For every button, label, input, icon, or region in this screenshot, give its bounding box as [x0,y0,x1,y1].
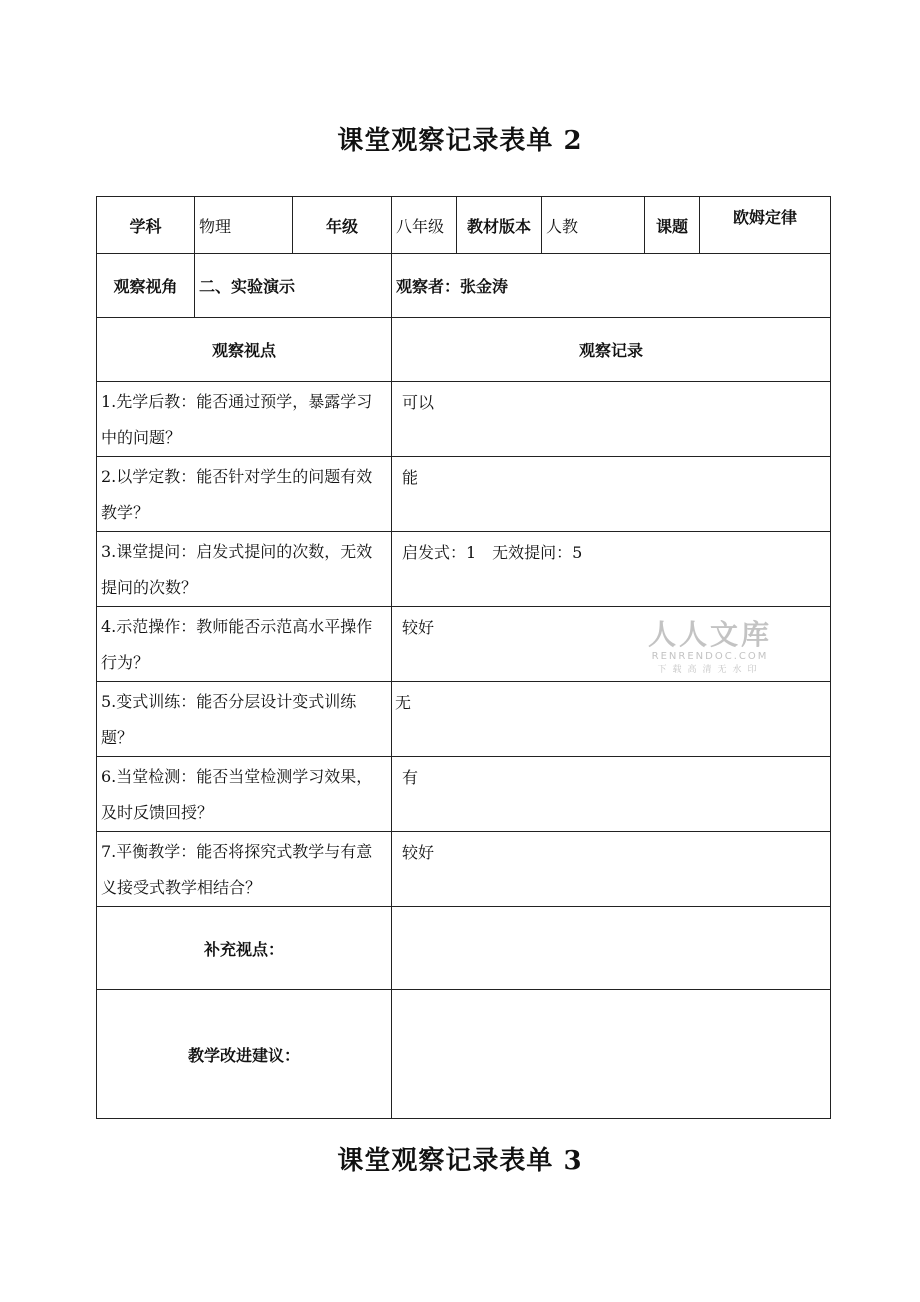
column-header-row [97,318,831,382]
viewpoint-cell: 1.先学后教：能否通过预学，暴露学习中的问题？ [97,382,392,457]
record-cell: 较好 [392,832,831,907]
perspective-value: 二、实验演示 [195,254,392,318]
grade-value: 八年级 [392,197,457,254]
record-cell: 较好 [392,607,831,682]
grade-label: 年级 [293,197,392,254]
table-row [97,457,831,532]
record-cell: 无 [392,682,831,757]
supplement-row [97,907,831,990]
record-column-header: 观察记录 [392,318,831,382]
form-title-3: 课堂观察记录表单 3 [337,1146,583,1176]
viewpoint-cell: 4.示范操作：教师能否示范高水平操作行为？ [97,607,392,682]
viewpoint-cell: 5.变式训练：能否分层设计变式训练题？ [97,682,392,757]
subject-label: 学科 [97,197,195,254]
watermark-domain: RENRENDOC.COM [651,651,769,662]
improvement-field[interactable] [392,990,831,1119]
record-cell: 启发式：1 无效提问：5 [392,532,831,607]
edition-label: 教材版本 [457,197,542,254]
viewpoint-cell: 2.以学定教：能否针对学生的问题有效教学？ [97,457,392,532]
viewpoint-column-header: 观察视点 [97,318,392,382]
observer-cell [392,254,831,318]
improvement-label: 教学改进建议： [97,990,392,1119]
supplement-field[interactable] [392,907,831,990]
topic-label: 课题 [645,197,700,254]
observation-table [96,196,831,1119]
form-title-2: 课堂观察记录表单 2 [337,126,583,156]
observer-label: 观察者： [396,277,461,296]
viewpoint-cell: 3.课堂提问：启发式提问的次数，无效提问的次数？ [97,532,392,607]
supplement-label: 补充视点： [97,907,392,990]
viewpoint-cell: 7.平衡教学：能否将探究式教学与有意义接受式教学相结合？ [97,832,392,907]
table-row [97,607,831,682]
observer-name: 张金涛 [460,277,509,296]
improvement-row [97,990,831,1119]
table-row [97,532,831,607]
record-cell: 有 [392,757,831,832]
topic-value: 欧姆定律 [700,197,831,254]
watermark-tagline: 下载高清无水印 [657,665,763,675]
record-cell: 能 [392,457,831,532]
table-row [97,682,831,757]
watermark-logo-text: 人人文库 [647,618,772,651]
edition-value: 人教 [542,197,645,254]
perspective-label: 观察视角 [97,254,195,318]
viewpoint-cell: 6.当堂检测：能否当堂检测学习效果，及时反馈回授？ [97,757,392,832]
perspective-row [97,254,831,318]
record-cell: 可以 [392,382,831,457]
table-row [97,832,831,907]
table-row [97,757,831,832]
table-row [97,382,831,457]
header-row [97,197,831,254]
subject-value: 物理 [195,197,293,254]
